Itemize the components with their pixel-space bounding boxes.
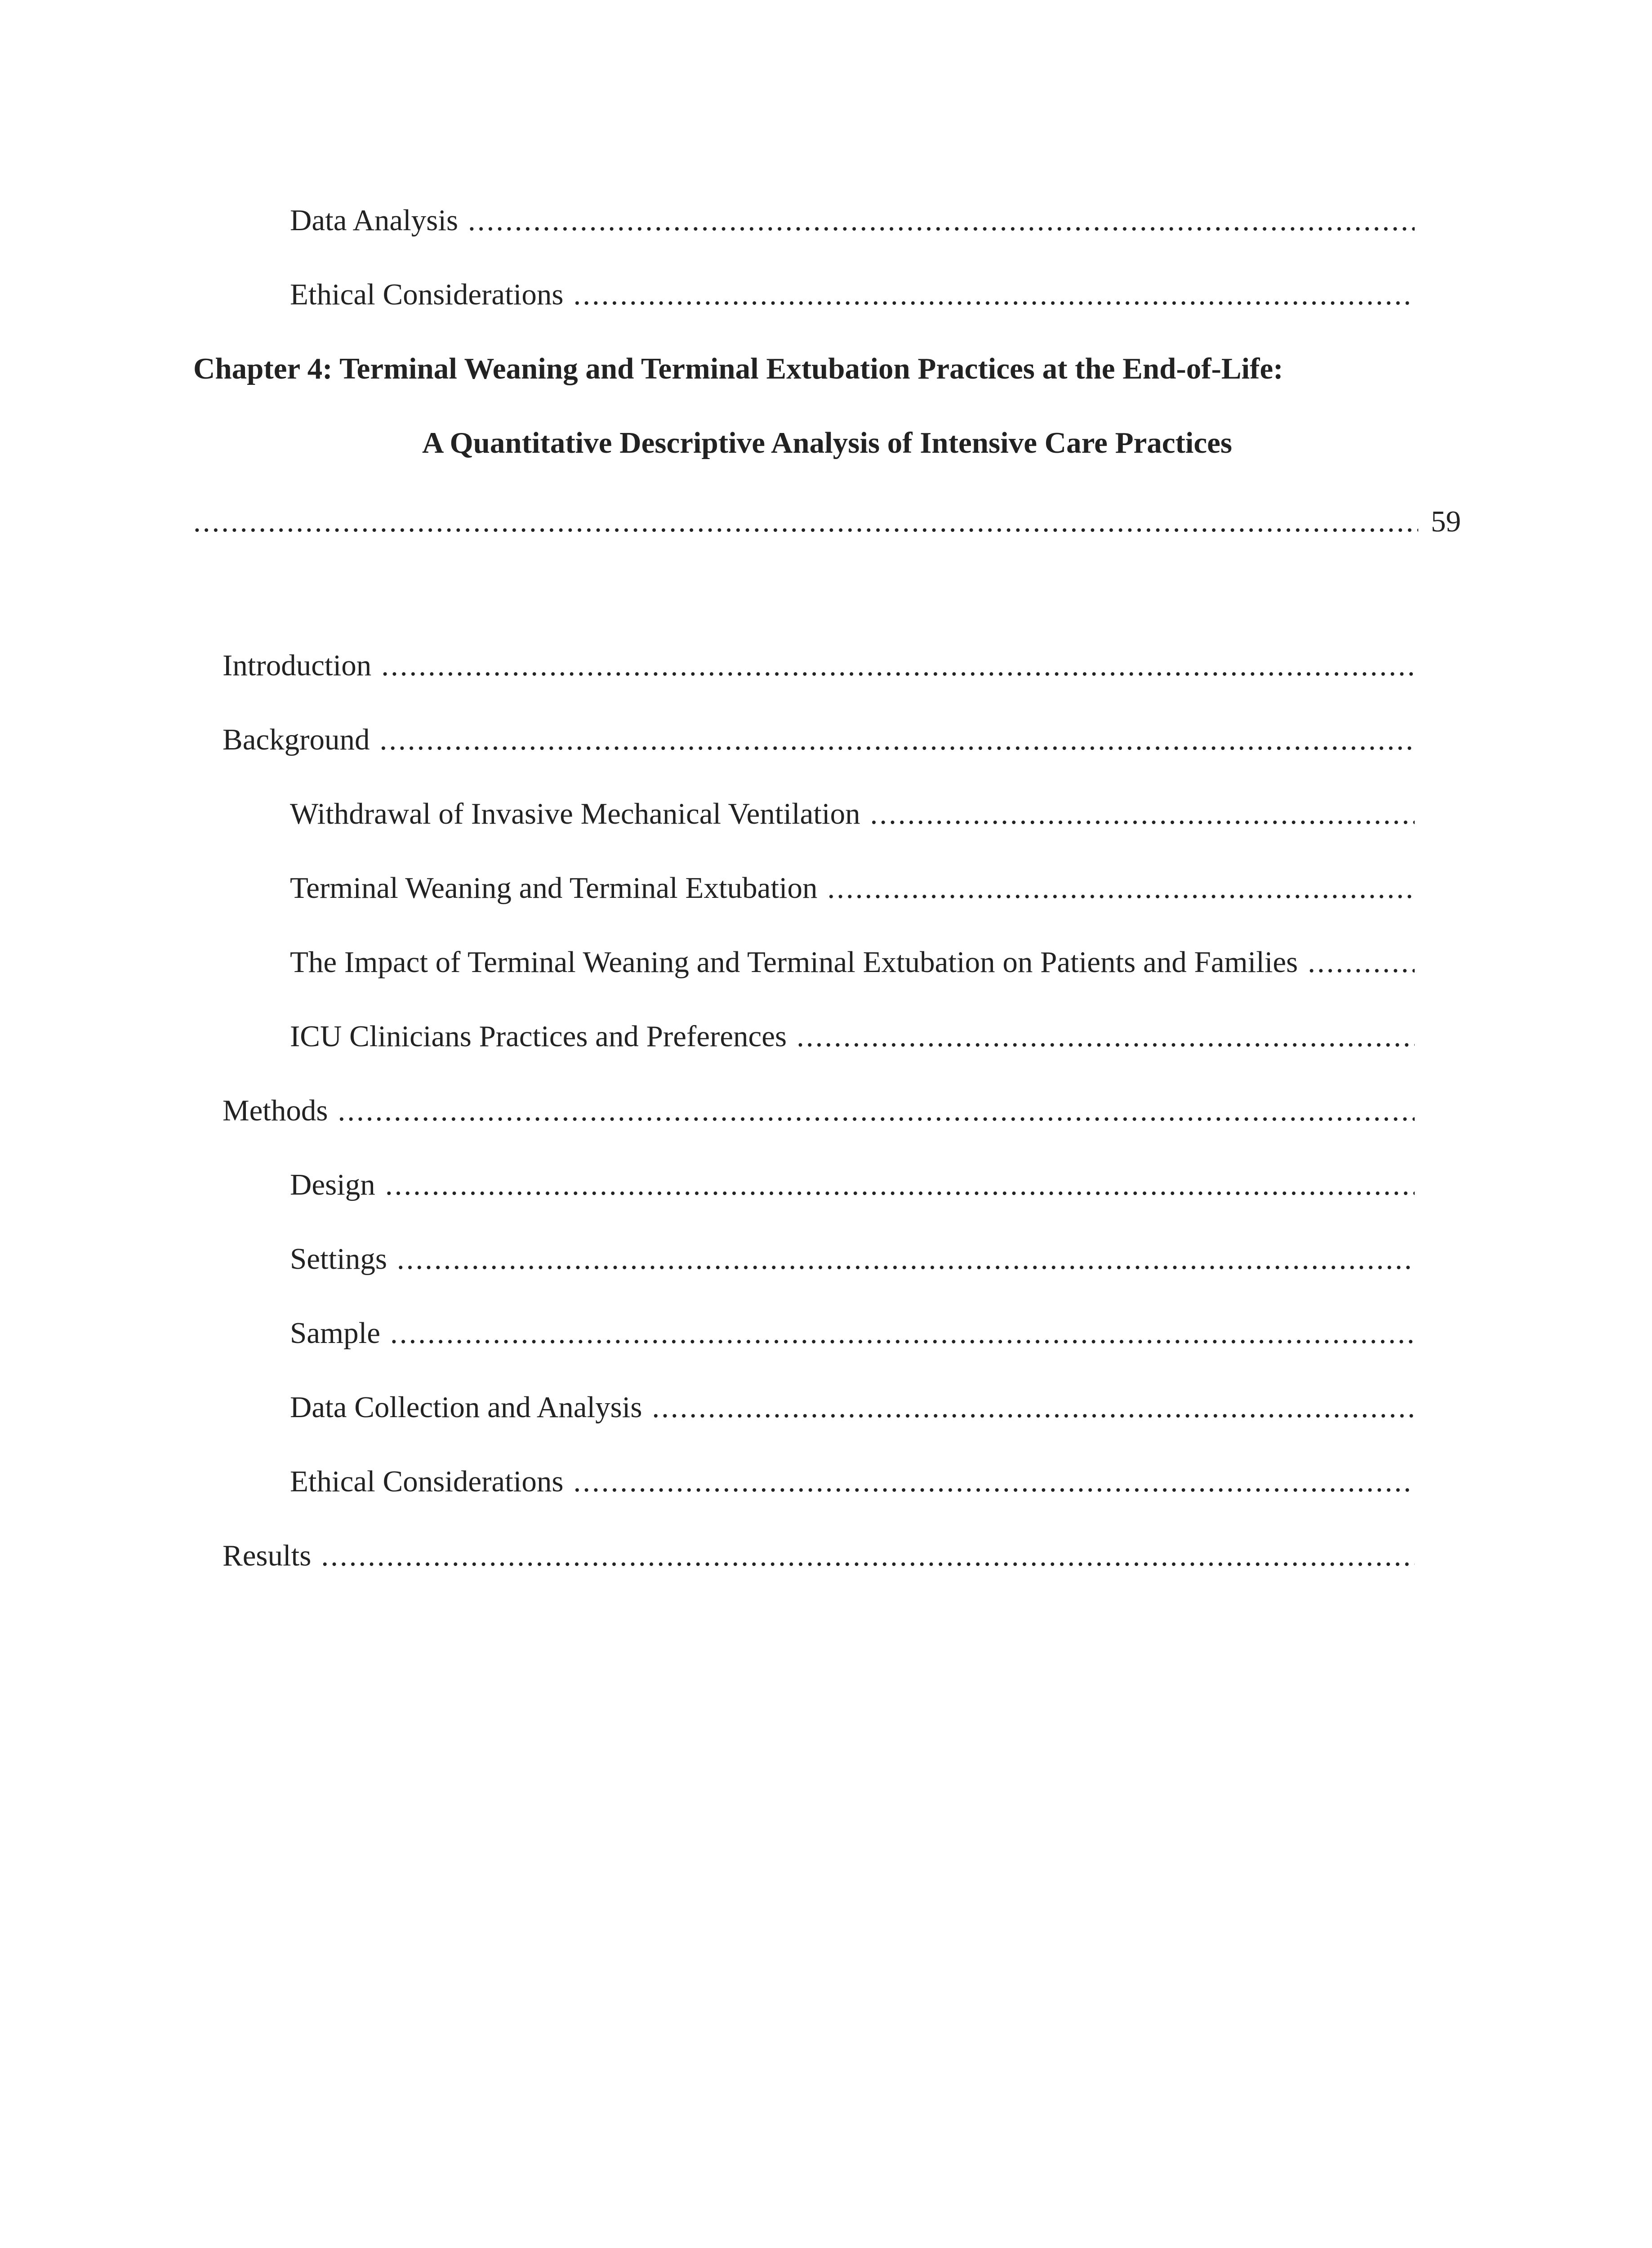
toc-entry-data-analysis <box>290 202 1415 238</box>
dot-leader <box>1308 944 1415 980</box>
chapter-leader-line <box>193 504 1461 540</box>
dot-leader <box>573 1463 1415 1499</box>
dot-leader <box>193 504 1418 540</box>
chapter-title: Chapter 4: Terminal Weaning and Terminal Extubation Practices at the End-of-Life: <box>193 352 1283 385</box>
dot-leader <box>381 647 1415 683</box>
toc-entry-label: Ethical Considerations <box>290 1465 564 1498</box>
toc-entry-label: Sample <box>290 1316 380 1350</box>
toc-entry-label: Data Analysis <box>290 204 459 237</box>
toc-entry-label: ICU Clinicians Practices and Preferences <box>290 1020 787 1053</box>
toc-entry-label: The Impact of Terminal Weaning and Terminal Extubation on Patients and Families <box>290 946 1298 979</box>
toc-entry-label: Data Collection and Analysis <box>290 1391 642 1424</box>
chapter-page-number: 59 <box>1431 505 1461 538</box>
toc-entry-label: Ethical Considerations <box>290 278 564 311</box>
toc-entry-design <box>290 1167 1415 1203</box>
toc-entry-terminal-weaning <box>290 870 1415 906</box>
toc-entry-label: Withdrawal of Invasive Mechanical Ventilation <box>290 797 860 830</box>
dot-leader <box>797 1018 1415 1054</box>
dot-leader <box>573 277 1415 312</box>
toc-entry-ethical-considerations <box>290 277 1415 312</box>
chapter-subtitle: A Quantitative Descriptive Analysis of Intensive Care Practices <box>422 426 1232 459</box>
dot-leader <box>385 1167 1415 1203</box>
toc-entry-results <box>223 1538 1415 1574</box>
toc-entry-label: Introduction <box>223 649 372 682</box>
dot-leader <box>828 870 1415 906</box>
toc-entry-icu-clinicians <box>290 1018 1415 1054</box>
toc-entry-introduction <box>223 647 1415 683</box>
toc-entry-label: Background <box>223 723 370 756</box>
toc-entry-sample <box>290 1315 1415 1351</box>
toc-entry-label: Methods <box>223 1094 328 1127</box>
toc-entry-label: Results <box>223 1539 312 1572</box>
toc-entry-label: Settings <box>290 1242 387 1276</box>
toc-entry-ethical-considerations-2 <box>290 1463 1415 1499</box>
toc-entry-background <box>223 722 1415 758</box>
dot-leader <box>652 1389 1415 1425</box>
dot-leader <box>379 722 1415 758</box>
dot-leader <box>870 796 1415 832</box>
toc-entry-withdrawal <box>290 796 1415 832</box>
dot-leader <box>321 1538 1415 1574</box>
toc-entry-impact <box>290 944 1415 980</box>
dot-leader <box>468 202 1415 238</box>
toc-entry-data-collection <box>290 1389 1415 1425</box>
toc-entry-label: Design <box>290 1168 375 1201</box>
toc-entry-methods <box>223 1093 1415 1128</box>
dot-leader <box>338 1093 1415 1128</box>
dot-leader <box>397 1241 1415 1277</box>
dot-leader <box>390 1315 1415 1351</box>
toc-entry-settings <box>290 1241 1415 1277</box>
toc-entry-label: Terminal Weaning and Terminal Extubation <box>290 871 818 905</box>
